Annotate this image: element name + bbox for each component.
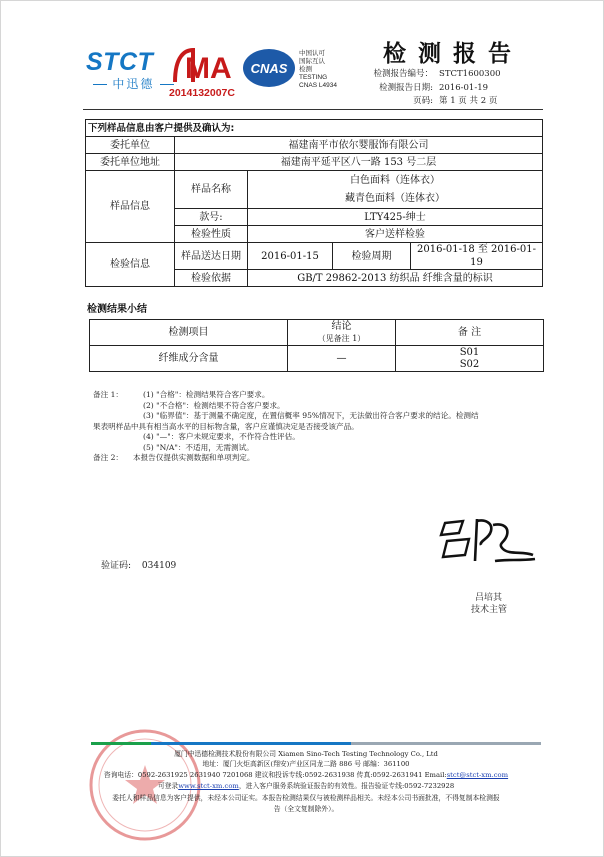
sample-name-value: 白色面料（连体衣） 藏青色面料（连体衣） bbox=[248, 171, 543, 209]
note-1-item: (5) "N/A"：不适用，无需测试。 bbox=[143, 442, 254, 452]
results-table bbox=[89, 319, 544, 372]
report-title: 检测报告 bbox=[383, 41, 523, 67]
note-1-item: (3) "临界值"：基于测量不确定度，在置信概率 95%情况下，无法做出符合客户要求的结论。检测结 bbox=[143, 411, 479, 420]
signer-name: 吕培其 bbox=[475, 593, 503, 603]
nature-value: 客户送样检验 bbox=[248, 226, 543, 243]
period-value: 2016-01-18 至 2016-01-19 bbox=[411, 243, 543, 270]
report-date: 检测报告日期: 2016-01-19 bbox=[379, 83, 489, 93]
cnas-logo bbox=[241, 47, 297, 89]
note-1-item: (1) "合格"：检测结果符合客户要求。 bbox=[143, 390, 270, 399]
note-1-label: 备注 1： bbox=[93, 390, 124, 399]
table-row bbox=[90, 346, 544, 372]
result-conclusion: — bbox=[288, 346, 396, 372]
address-value: 福建南平延平区八一路 153 号二层 bbox=[175, 154, 543, 171]
footer-disclaimer-2: 告（全文复制除外）。 bbox=[273, 805, 339, 813]
client-label: 委托单位 bbox=[86, 137, 175, 154]
col-header-item: 检测项目 bbox=[90, 320, 288, 346]
sample-name-label: 样品名称 bbox=[175, 171, 248, 209]
result-item: 纤维成分含量 bbox=[90, 346, 288, 372]
col-header-conclusion: 结论 （见备注 1） bbox=[288, 320, 396, 346]
note-1 bbox=[93, 390, 543, 464]
cnas-caption: 中国认可 国际互认 检测 TESTING CNAS L4934 bbox=[299, 50, 337, 89]
basis-label: 检验依据 bbox=[175, 270, 248, 287]
header-divider bbox=[83, 109, 543, 110]
ma-logo bbox=[171, 46, 239, 86]
sample-info-table bbox=[85, 119, 543, 287]
cnas-logo-text: CNAS bbox=[250, 61, 288, 76]
nature-label: 检验性质 bbox=[175, 226, 248, 243]
ma-logo-text: MA bbox=[185, 52, 232, 85]
style-value: LTY425-绅士 bbox=[248, 209, 543, 226]
note-2-label: 备注 2： bbox=[93, 453, 124, 462]
verify-code: 验证码: 034109 bbox=[101, 561, 177, 571]
note-1-item: 果表明样品中具有相当高水平的目标物含量，客户应谨慎决定是否接受该产品。 bbox=[93, 421, 359, 431]
basis-value: GB/T 29862-2013 纺织品 纤维含量的标识 bbox=[248, 270, 543, 287]
ma-number: 2014132007C bbox=[169, 87, 235, 99]
delivery-date-label: 样品送达日期 bbox=[175, 243, 248, 270]
footer-address: 地址：厦门火炬高新区(翔安)产业区同龙二路 886 号 邮编：361100 bbox=[202, 760, 410, 768]
signer-title: 技术主管 bbox=[471, 605, 508, 615]
stct-logo: STCT bbox=[86, 48, 154, 76]
footer-verify: 可登录www.stct-xm.com，进入客户服务系统验证报告的有效性。报告验证专线:0592-7232928 bbox=[157, 782, 455, 790]
footer-contact: 咨询电话：0592-2631925 2631940 7201068 建议和投诉专线:0592-2631938 传真:0592-2631941 Email:stct@stct-xm.com bbox=[103, 771, 509, 779]
inspect-info-label: 检验信息 bbox=[86, 243, 175, 287]
report-number: 检测报告编号： STCT1600300 bbox=[373, 69, 501, 79]
page-number: 页码: 第 1 页 共 2 页 bbox=[413, 96, 498, 106]
address-label: 委托单位地址 bbox=[86, 154, 175, 171]
col-header-remark: 备 注 bbox=[396, 320, 544, 346]
delivery-date-value: 2016-01-15 bbox=[248, 243, 333, 270]
result-remark: S01 S02 bbox=[396, 346, 544, 372]
footer-disclaimer-1: 委托人和样品信息为客户提供，未经本公司证实。本报告检测结果仅与被检测样品相关。未经本公司书面批准，不得复制本检测报 bbox=[112, 794, 500, 802]
footer-company: 厦门中迅德检测技术股份有限公司 Xiamen Sino-Tech Testing Technology Co., Ltd bbox=[174, 750, 438, 758]
note-1-item: (2) "不合格"：检测结果不符合客户要求。 bbox=[143, 400, 285, 410]
sample-info-label: 样品信息 bbox=[86, 171, 175, 243]
note-2-text: 本报告仅提供实测数据和单项判定。 bbox=[133, 453, 255, 462]
period-label: 检验周期 bbox=[333, 243, 411, 270]
results-section-title: 检测结果小结 bbox=[87, 304, 147, 315]
footer-website-link[interactable]: www.stct-xm.com bbox=[178, 782, 239, 790]
client-value: 福建南平市依尔婴服饰有限公司 bbox=[175, 137, 543, 154]
style-label: 款号: bbox=[175, 209, 248, 226]
footer-email-link[interactable]: stct@stct-xm.com bbox=[446, 771, 509, 779]
sample-info-intro: 下列样品信息由客户提供及确认为: bbox=[86, 120, 543, 137]
stct-logo-subtitle: 中迅德 bbox=[93, 75, 174, 92]
signature-image bbox=[433, 511, 538, 571]
footer-color-bar bbox=[91, 742, 541, 745]
note-1-item: (4) "—"：客户未规定要求，不作符合性评估。 bbox=[143, 432, 300, 441]
